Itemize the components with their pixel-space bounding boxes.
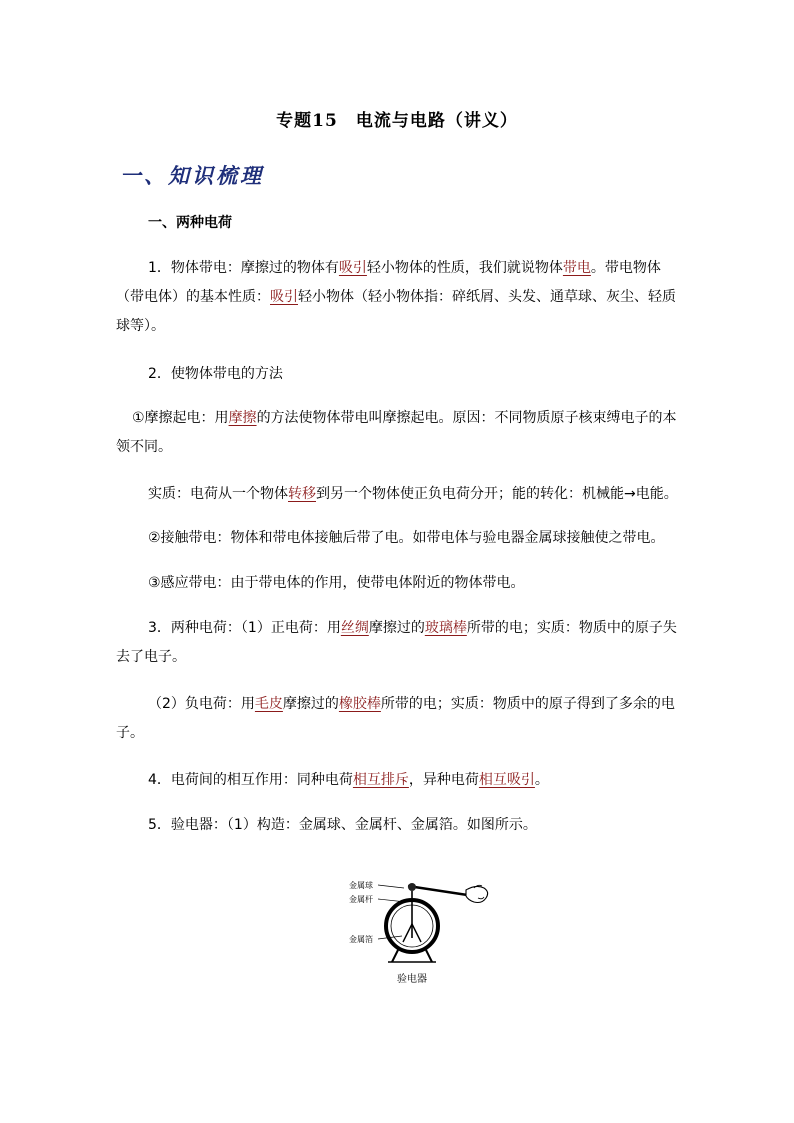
- text: 的方法使物体带电叫摩擦起电。原因：不同物质原子核束缚电子的本领不同。: [116, 410, 677, 455]
- metal-ball: [408, 883, 416, 891]
- text: 。: [534, 772, 549, 788]
- text: 轻小物体的性质，我们就说物体: [366, 260, 563, 276]
- electroscope-figure: [378, 872, 498, 972]
- underlined-answer: 吸引: [338, 260, 367, 276]
- text: 。带电物体（带电体）的基本性质：: [116, 260, 661, 305]
- paragraph-2: 2．使物体带电的方法: [148, 366, 283, 382]
- paragraph-10: 5．验电器：（1）构造：金属球、金属杆、金属箔。如图所示。: [148, 817, 537, 833]
- text: 轻小物体（轻小物体指：碎纸屑、头发、通草球、灰尘、轻质球等）。: [116, 289, 676, 334]
- text: 到另一个物体使正负电荷分开；能的转化：机械能→电能。: [316, 486, 678, 502]
- text: 实质：电荷从一个物体: [148, 486, 288, 502]
- text: 摩擦过的: [282, 696, 339, 712]
- text: （2）负电荷：用: [148, 696, 255, 712]
- underlined-answer: 转移: [288, 486, 316, 502]
- underlined-answer: 相互排斥: [352, 772, 409, 788]
- underlined-answer: 吸引: [270, 289, 298, 305]
- paragraph-1: [116, 254, 678, 341]
- underlined-answer: 毛皮: [254, 696, 283, 712]
- paragraph-8: [116, 690, 678, 748]
- underlined-answer: 玻璃棒: [424, 620, 467, 636]
- underlined-answer: 摩擦: [228, 410, 257, 426]
- leader-line-ball: [378, 885, 404, 888]
- paragraph-6: ③感应带电：由于带电体的作用，使带电体附近的物体带电。: [148, 575, 525, 591]
- text: 3．两种电荷：（1）正电荷：用: [148, 620, 341, 636]
- text: 摩擦过的: [368, 620, 425, 636]
- text: ①摩擦起电：用: [132, 410, 229, 426]
- figure-label-rod: 金属杆: [349, 895, 373, 904]
- document-title: 专题15 电流与电路（讲义）: [276, 111, 518, 131]
- paragraph-9: [116, 766, 678, 795]
- metal-foil-left: [403, 924, 412, 942]
- sub-heading: 一、两种电荷: [148, 215, 232, 231]
- figure-label-ball: 金属球: [349, 881, 373, 890]
- figure-label-foil: 金属箔: [349, 935, 373, 944]
- underlined-answer: 带电: [562, 260, 591, 276]
- paragraph-4: [116, 480, 678, 509]
- text: 所带的电；实质：物质中的原子得到了多余的电子。: [116, 696, 675, 741]
- metal-foil-right: [412, 924, 421, 942]
- charged-rod: [408, 886, 474, 896]
- text: 所带的电；实质：物质中的原子失去了电子。: [116, 620, 677, 665]
- text: 4．电荷间的相互作用：同种电荷: [148, 772, 353, 788]
- paragraph-5: ②接触带电：物体和带电体接触后带了电。如带电体与验电器金属球接触使之带电。: [148, 530, 665, 546]
- section-heading: 一、知识梳理: [120, 163, 264, 188]
- hand-icon: [466, 886, 488, 902]
- paragraph-3: [116, 404, 678, 462]
- text: 1．物体带电：摩擦过的物体有: [148, 260, 339, 276]
- text: ，异种电荷: [408, 772, 479, 788]
- underlined-answer: 橡胶棒: [338, 696, 381, 712]
- underlined-answer: 丝绸: [340, 620, 369, 636]
- figure-caption: 验电器: [397, 974, 427, 985]
- paragraph-7: [116, 614, 678, 672]
- underlined-answer: 相互吸引: [478, 772, 535, 788]
